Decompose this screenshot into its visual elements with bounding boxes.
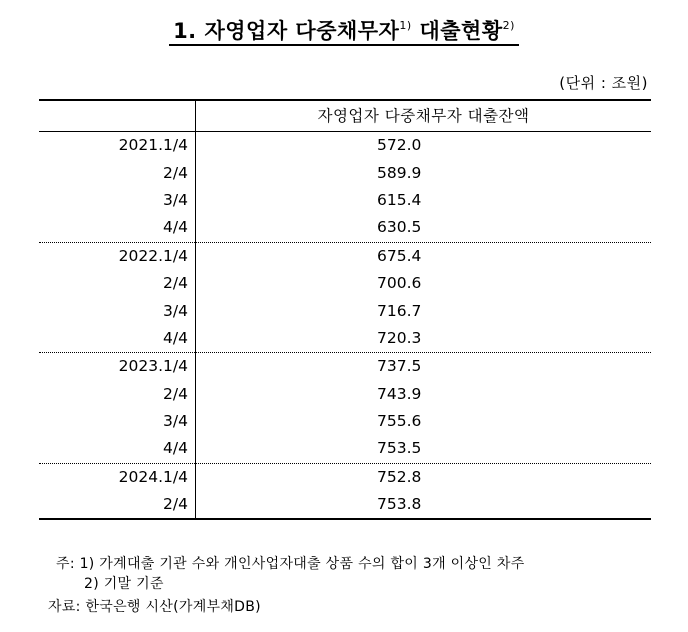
value-cell: 615.4 (377, 190, 422, 209)
value-cell: 743.9 (377, 384, 422, 403)
table-row (39, 270, 651, 297)
value-cell: 716.7 (377, 301, 422, 320)
period-cell: 3/4 (39, 408, 196, 435)
period-cell: 2/4 (39, 381, 196, 408)
unit-label: (단위 : 조원) (559, 74, 648, 92)
footnote-2: 2) 기말 기준 (84, 576, 164, 592)
period-cell: 4/4 (39, 325, 196, 353)
table-header-row (39, 100, 651, 132)
header-value-cell: 자영업자 다중채무자 대출잔액 (196, 100, 652, 132)
table-row (39, 491, 651, 519)
value-cell: 753.5 (377, 439, 422, 458)
value-cell: 737.5 (196, 353, 652, 381)
table-row (39, 353, 651, 381)
period-cell: 2023.1/4 (39, 353, 196, 381)
value-cell: 752.8 (196, 463, 652, 491)
table-row (39, 132, 651, 160)
document-title (0, 16, 688, 46)
value-cell: 589.9 (377, 163, 422, 182)
table-row (39, 159, 651, 186)
period-cell: 2/4 (39, 270, 196, 297)
period-cell: 2024.1/4 (39, 463, 196, 491)
period-cell: 2022.1/4 (39, 242, 196, 270)
loan-balance-table (39, 99, 651, 520)
title-text (169, 18, 519, 46)
title-prefix: 1. 자영업자 다중채무자 (173, 19, 400, 43)
value-cell: 755.6 (377, 412, 422, 431)
table-row (39, 435, 651, 463)
title-footnote-1: 1) (399, 19, 412, 32)
table-row (39, 242, 651, 270)
table-row (39, 408, 651, 435)
period-cell: 3/4 (39, 187, 196, 214)
table-row (39, 187, 651, 214)
title-middle: 대출현황 (411, 19, 503, 43)
value-cell: 720.3 (377, 328, 422, 347)
value-cell: 572.0 (377, 136, 422, 155)
header-period-cell (39, 100, 196, 132)
period-cell: 3/4 (39, 297, 196, 324)
title-footnote-2: 2) (502, 19, 515, 32)
value-cell: 630.5 (377, 218, 422, 237)
value-cell: 675.4 (196, 242, 652, 270)
table-row (39, 381, 651, 408)
value-cell: 700.6 (377, 274, 422, 293)
period-cell: 4/4 (39, 435, 196, 463)
value-cell: 753.8 (196, 491, 652, 519)
period-cell: 4/4 (39, 214, 196, 242)
footnote-1: 주: 1) 가계대출 기관 수와 개인사업자대출 상품 수의 합이 3개 이상인 차주 (56, 556, 525, 572)
table-row (39, 325, 651, 353)
source-note: 자료: 한국은행 시산(가계부채DB) (48, 599, 261, 615)
table-row (39, 214, 651, 242)
period-cell: 2/4 (39, 159, 196, 186)
period-cell: 2/4 (39, 491, 196, 519)
table-row (39, 463, 651, 491)
footnotes (56, 554, 525, 594)
table-row (39, 297, 651, 324)
period-cell: 2021.1/4 (39, 132, 196, 160)
